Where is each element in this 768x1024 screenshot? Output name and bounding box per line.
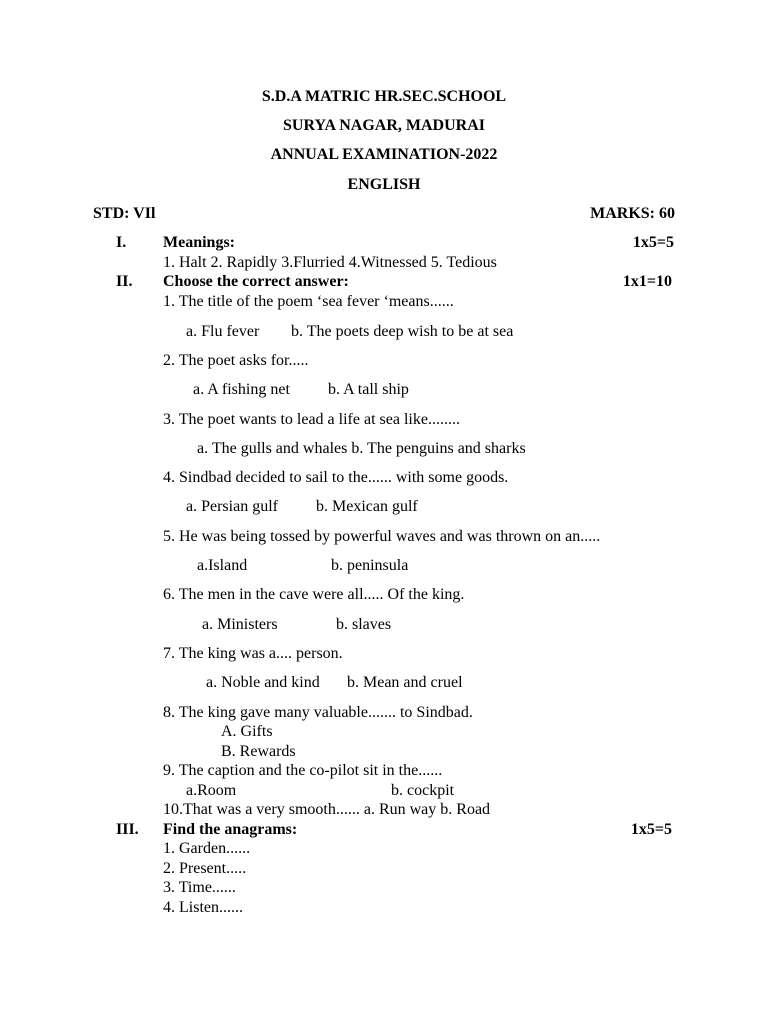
question-9-option-a: a.Room (186, 782, 237, 799)
section-2-marks: 1x1=10 (622, 273, 672, 290)
anagram-item: 2. Present..... (163, 860, 247, 877)
question-8: 8. The king gave many valuable....... to Sindbad. (163, 704, 473, 721)
question-8-option-a: A. Gifts (221, 723, 273, 740)
question-5: 5. He was being tossed by powerful waves and was thrown on an..... (163, 528, 601, 545)
question-5-option-a: a.Island (197, 557, 248, 574)
section-1-title: Meanings: (163, 234, 235, 251)
question-4-option-b: b. Mexican gulf (316, 498, 418, 515)
section-3-number: III. (116, 821, 139, 838)
question-6: 6. The men in the cave were all..... Of the king. (163, 586, 465, 603)
school-name: S.D.A MATRIC HR.SEC.SCHOOL (261, 88, 507, 105)
school-location: SURYA NAGAR, MADURAI (283, 117, 485, 134)
question-7-option-b: b. Mean and cruel (347, 674, 463, 691)
section-1-words: 1. Halt 2. Rapidly 3.Flurried 4.Witnessed 5. Tedious (163, 254, 497, 271)
question-7-option-a: a. Noble and kind (206, 674, 320, 691)
question-1: 1. The title of the poem ‘sea fever ‘means...... (163, 293, 454, 310)
question-7: 7. The king was a.... person. (163, 645, 343, 662)
question-9-option-b: b. cockpit (391, 782, 455, 799)
question-5-option-b: b. peninsula (331, 557, 409, 574)
section-1-marks: 1x5=5 (632, 234, 674, 251)
question-2: 2. The poet asks for..... (163, 352, 309, 369)
question-6-option-b: b. slaves (336, 616, 392, 633)
section-2-number: II. (116, 273, 133, 290)
question-3-options: a. The gulls and whales b. The penguins and sharks (197, 440, 526, 457)
section-2-title: Choose the correct answer: (163, 273, 349, 290)
section-3-title: Find the anagrams: (163, 821, 298, 838)
question-4-option-a: a. Persian gulf (186, 498, 278, 515)
anagram-item: 3. Time...... (163, 879, 236, 896)
question-10: 10.That was a very smooth...... a. Run way b. Road (163, 801, 491, 818)
question-1-option-a: a. Flu fever (186, 323, 260, 340)
anagram-item: 4. Listen...... (163, 899, 243, 916)
question-3: 3. The poet wants to lead a life at sea like........ (163, 411, 460, 428)
exam-title: ANNUAL EXAMINATION-2022 (270, 146, 498, 163)
question-4: 4. Sindbad decided to sail to the...... with some goods. (163, 469, 509, 486)
question-2-option-b: b. A tall ship (328, 381, 409, 398)
question-6-option-a: a. Ministers (202, 616, 278, 633)
subject-title: ENGLISH (347, 176, 421, 193)
question-2-option-a: a. A fishing net (193, 381, 290, 398)
question-8-option-b: B. Rewards (221, 743, 296, 760)
marks-label: MARKS: 60 (590, 205, 675, 222)
anagram-item: 1. Garden...... (163, 840, 251, 857)
question-9: 9. The caption and the co-pilot sit in the...... (163, 762, 443, 779)
question-1-option-b: b. The poets deep wish to be at sea (291, 323, 514, 340)
section-1-number: I. (116, 234, 127, 251)
std-label: STD: VIl (93, 205, 156, 222)
section-3-marks: 1x5=5 (630, 821, 672, 838)
